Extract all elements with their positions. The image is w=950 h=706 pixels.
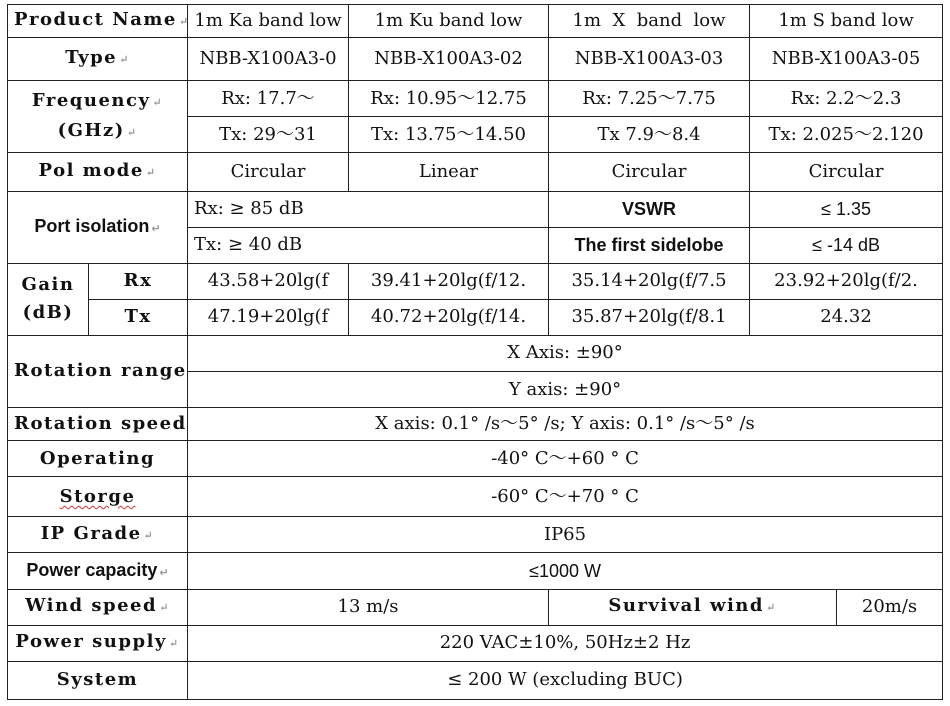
gain-tx: 35.87+20lg(f/8.1 [549,299,750,335]
row-operating [8,441,943,477]
power-supply-value: 220 VAC±10%, 50Hz±2 Hz [188,625,943,661]
gain-rx: 39.41+20lg(f/12. [349,263,549,299]
sidelobe-value: ≤ -14 dB [750,227,943,263]
rotation-range-label: Rotation range [8,335,188,407]
sidelobe-label: The first sidelobe [549,227,750,263]
gain-tx: 24.32 [750,299,943,335]
type-value: NBB-X100A3-03 [549,38,750,81]
pol-mode-value: Circular [188,153,349,191]
row-power-supply [8,625,943,661]
gain-rx: 43.58+20lg(f [188,263,349,299]
gain-tx: 40.72+20lg(f/14. [349,299,549,335]
operating-value: -40° C～+60 ° C [188,441,943,477]
gain-tx: 47.19+20lg(f [188,299,349,335]
row-frequency-rx [8,81,943,117]
power-supply-label: Power supply ↵ [8,625,188,661]
row-gain-tx [8,299,943,335]
frequency-rx: Rx: 2.2～2.3 [750,81,943,117]
row-pol-mode [8,153,943,191]
row-wind-speed [8,589,943,625]
operating-label: Operating [8,441,188,477]
gain-rx: 23.92+20lg(f/2. [750,263,943,299]
pol-mode-label: Pol mode ↵ [8,153,188,191]
row-type [8,38,943,81]
type-value: NBB-X100A3-05 [750,38,943,81]
system-value: ≤ 200 W (excluding BUC) [188,661,943,699]
power-capacity-label: Power capacity ↵ [8,553,188,589]
header-x: 1m X band low [549,5,750,38]
port-isolation-label: Port isolation ↵ [8,191,188,263]
gain-tx-label: Tx [89,299,188,335]
gain-rx: 35.14+20lg(f/7.5 [549,263,750,299]
product-name-label: Product Name ↵ [8,5,188,38]
row-rotation-range-x [8,335,943,371]
pol-mode-value: Linear [349,153,549,191]
row-system [8,661,943,699]
frequency-tx: Tx 7.9～8.4 [549,117,750,153]
system-label: System [8,661,188,699]
row-power-capacity [8,553,943,589]
row-ip-grade [8,517,943,553]
ip-grade-label: IP Grade ↵ [8,517,188,553]
type-value: NBB-X100A3-0 [188,38,349,81]
power-capacity-value: ≤1000 W [188,553,943,589]
frequency-rx: Rx: 10.95～12.75 [349,81,549,117]
pol-mode-value: Circular [549,153,750,191]
frequency-rx: Rx: 17.7～ [188,81,349,117]
type-label: Type ↵ [8,38,188,81]
gain-label: Gain (dB) [8,263,89,335]
frequency-rx: Rx: 7.25～7.75 [549,81,750,117]
gain-rx-label: Rx [89,263,188,299]
row-storage [8,477,943,517]
rotation-speed-value: X axis: 0.1° /s～5° /s; Y axis: 0.1° /s～5° /s [188,408,943,441]
vswr-label: VSWR [549,191,750,227]
frequency-label: Frequency ↵ (GHz) ↵ [8,81,188,153]
frequency-tx: Tx: 13.75～14.50 [349,117,549,153]
type-value: NBB-X100A3-02 [349,38,549,81]
row-gain-rx [8,263,943,299]
survival-wind-label: Survival wind ↵ [549,589,837,625]
row-port-isolation-rx [8,191,943,227]
header-ka: 1m Ka band low [188,5,349,38]
storage-value: -60° C～+70 ° C [188,477,943,517]
storage-label: Storge [8,477,188,517]
header-ku: 1m Ku band low [349,5,549,38]
port-isolation-rx: Rx: ≥ 85 dB [188,191,549,227]
header-s: 1m S band low [750,5,943,38]
rotation-speed-label: Rotation speed [8,408,188,441]
ip-grade-value: IP65 [188,517,943,553]
frequency-tx: Tx: 29～31 [188,117,349,153]
wind-speed-label: Wind speed ↵ [8,589,188,625]
rotation-range-x: X Axis: ±90° [188,335,943,371]
pol-mode-value: Circular [750,153,943,191]
spec-table [7,4,943,700]
frequency-tx: Tx: 2.025～2.120 [750,117,943,153]
row-rotation-speed [8,408,943,441]
row-product-name [8,5,943,38]
wind-speed-value: 13 m/s [188,589,549,625]
port-isolation-tx: Tx: ≥ 40 dB [188,227,549,263]
rotation-range-y: Y axis: ±90° [188,371,943,407]
survival-wind-value: 20m/s [837,589,943,625]
vswr-value: ≤ 1.35 [750,191,943,227]
